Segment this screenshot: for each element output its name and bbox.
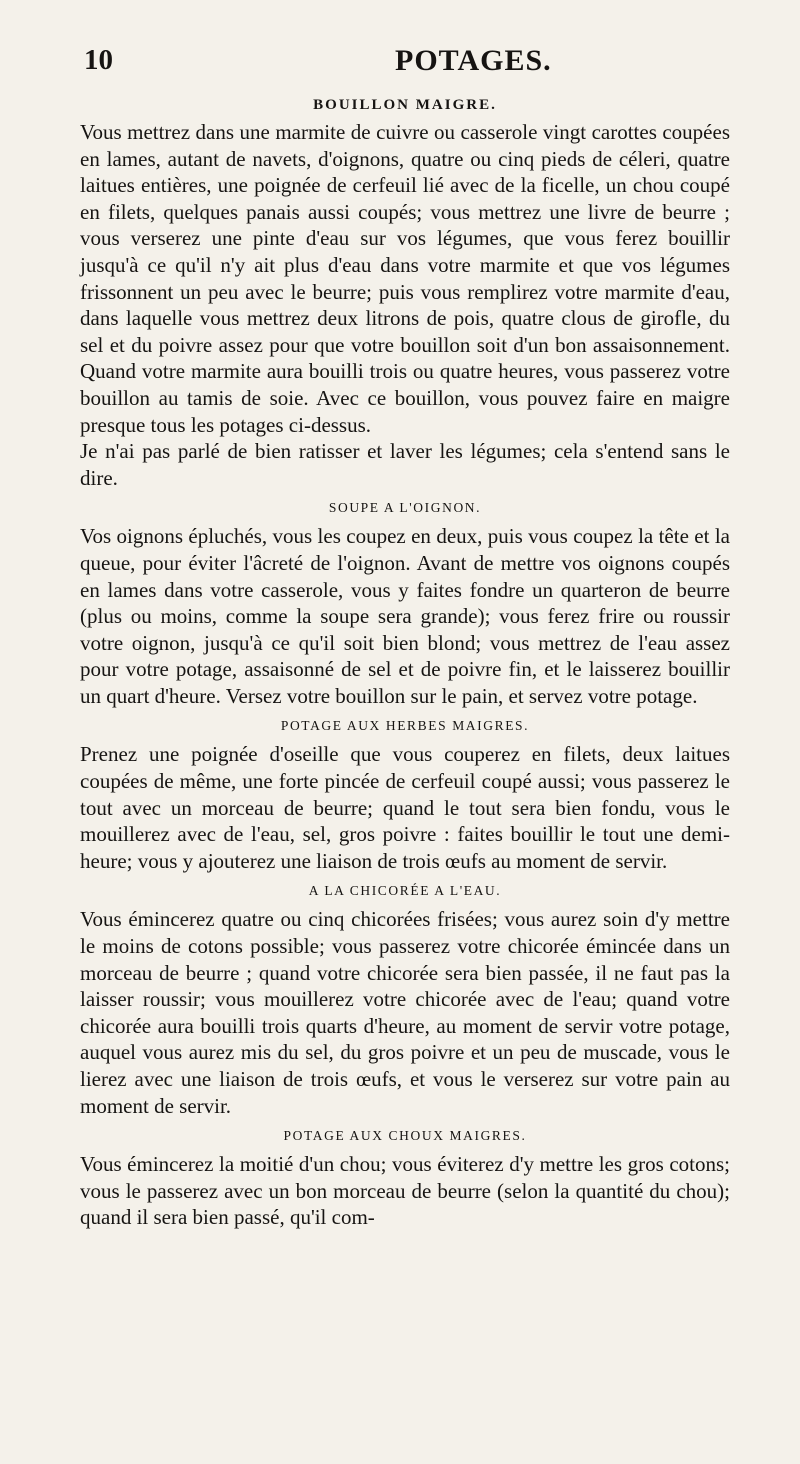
paragraph: Vous émincerez quatre ou cinq chicorées frisées; vous aurez soin d'y mettre le moins de cotons possible; vous passerez votre chicorée émincée dans un morceau de beurre ; quand votre chicorée sera bien passée, il ne faut pas la laisser roussir; vous mouillerez votre chicorée avec de l'eau; quand votre chicorée aura bouilli trois quarts d'heure, au moment de servir votre potage, auquel vous aurez mis du sel, du gros poivre et un peu de muscade, vous le lierez avec une liaison de trois œufs, et vous le verserez sur votre pain au moment de servir. — [80, 907, 730, 1118]
section-title-bouillon-maigre: BOUILLON MAIGRE. — [313, 97, 497, 113]
running-head: POTAGES. — [395, 44, 552, 77]
paragraph: Vous émincerez la moitié d'un chou; vous éviterez d'y mettre les gros cotons; vous le passerez avec un bon morceau de beurre (selon la quantité du chou); quand il sera bien passé, qu'il com- — [80, 1152, 730, 1230]
page-number: 10 — [84, 44, 113, 76]
paragraph: Vous mettrez dans une marmite de cuivre ou casserole vingt carottes coupées en lames, autant de navets, d'oignons, quatre ou cinq pieds de céleri, quatre laitues entières, une poignée de cerfeuil lié avec de la ficelle, un chou coupé en filets, quelques panais aussi coupés; vous mettrez une livre de beurre ; vous verserez une pinte d'eau sur vos légumes, que vous ferez bouillir jusqu'à ce qu'il n'y ait plus d'eau dans votre marmite et que vos légumes frissonnent un peu avec le beurre; puis vous remplirez votre marmite d'eau, dans laquelle vous mettrez deux litrons de pois, quatre clous de girofle, du sel et du poivre assez pour que votre bouillon soit d'un bon assaisonnement. Quand votre marmite aura bouilli trois ou quatre heures, vous passerez votre bouillon au tamis de soie. Avec ce bouillon, vous pouvez faire en maigre presque tous les potages ci-dessus. — [80, 120, 730, 437]
paragraph: Prenez une poignée d'oseille que vous couperez en filets, deux laitues coupées de même, une forte pincée de cerfeuil coupé aussi; vous passerez le tout avec un morceau de beurre; quand le tout sera bien fondu, vous le mouillerez avec de l'eau, sel, gros poivre : faites bouillir le tout une demi-heure; vous y ajouterez une liaison de trois œufs au moment de servir. — [80, 742, 730, 873]
paragraph: Je n'ai pas parlé de bien ratisser et laver les légumes; cela s'entend sans le dire. — [80, 439, 730, 490]
section-title-soupe-oignon: SOUPE A L'OIGNON. — [328, 500, 482, 516]
page-body — [80, 92, 730, 1231]
page-header — [70, 44, 740, 84]
paragraph: Vos oignons épluchés, vous les coupez en deux, puis vous coupez la tête et la queue, pour éviter l'âcreté de l'oignon. Avant de mettre vos oignons coupés en lames dans votre casserole, vous y faites fondre un quarteron de beurre (plus ou moins, comme la soupe sera grande); vous ferez frire ou roussir votre oignon, jusqu'à ce qu'il soit bien blond; vous mettrez de l'eau assez pour votre potage, assaisonné de sel et de poivre fin, et le laisserez bouillir un quart d'heure. Versez votre bouillon sur le pain, et servez votre potage. — [80, 524, 730, 708]
section-title-potage-choux: POTAGE AUX CHOUX MAIGRES. — [283, 1128, 527, 1144]
section-title-chicoree: A LA CHICORÉE A L'EAU. — [308, 883, 502, 899]
section-title-potage-herbes: POTAGE AUX HERBES MAIGRES. — [280, 718, 530, 734]
